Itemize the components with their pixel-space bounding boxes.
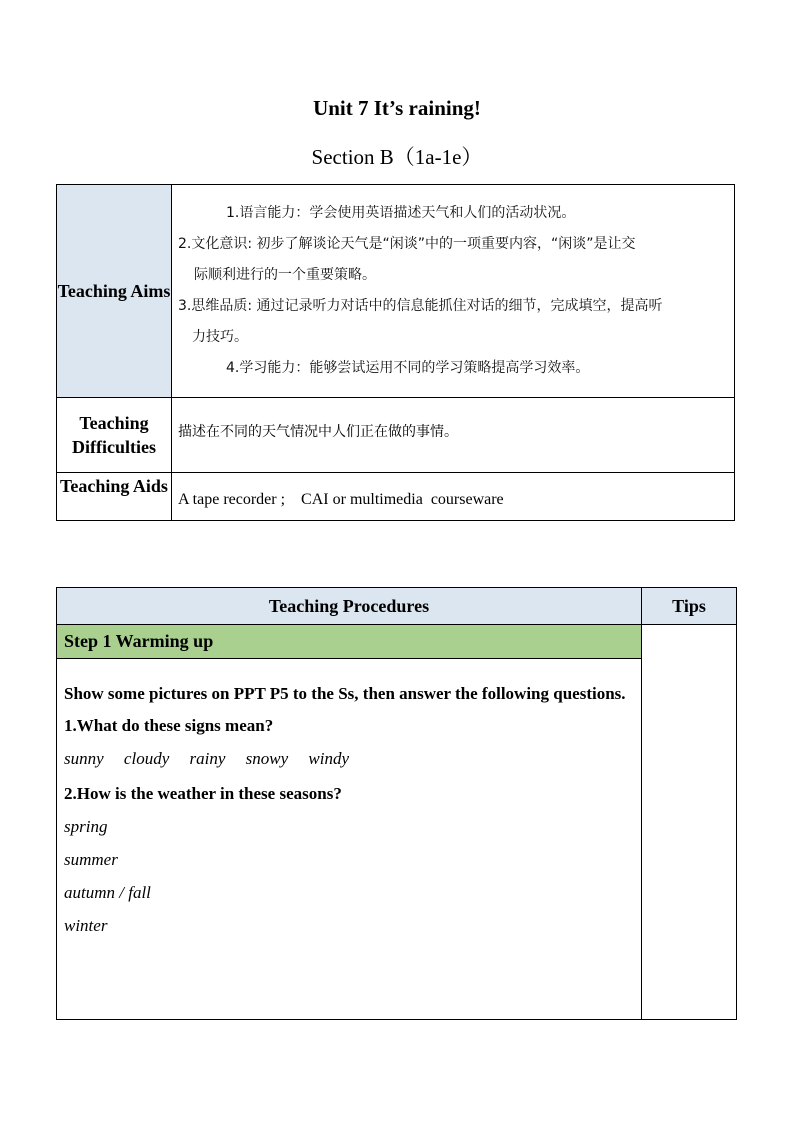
aim-line: 力技巧。: [192, 329, 248, 345]
weather-word: windy: [308, 749, 349, 768]
teaching-aids-label: Teaching Aids: [57, 473, 172, 521]
season-item: summer: [64, 850, 118, 869]
teaching-aims-label: Teaching Aims: [57, 185, 172, 398]
document-subtitle: Section B（1a-1e）: [311, 145, 483, 169]
procedures-header: Teaching Procedures: [57, 588, 642, 625]
aims-row: [57, 185, 735, 398]
teaching-aids-content: [172, 473, 735, 521]
document-title: Unit 7 It’s raining!: [313, 96, 481, 120]
aim-line: 际顺利进行的一个重要策略。: [194, 267, 376, 283]
weather-word: cloudy: [123, 749, 170, 768]
season-item: winter: [64, 916, 108, 935]
aids-text: A tape recorder ; CAI or multimedia courseware: [178, 491, 504, 508]
procedures-header-row: [57, 588, 737, 625]
question-2: 2.How is the weather in these seasons?: [64, 784, 342, 803]
difficulties-row: [57, 398, 735, 473]
teaching-aims-content: [172, 185, 735, 398]
teaching-aims-table: [56, 184, 735, 521]
aim-line: 2.文化意识: 初步了解谈论天气是“闲谈”中的一项重要内容，“闲谈”是让交: [178, 236, 636, 252]
aids-row: [57, 473, 735, 521]
tips-cell: [642, 625, 737, 1020]
teaching-procedures-table: [56, 587, 737, 1020]
aim-line: 4.学习能力：能够尝试运用不同的学习策略提高学习效率。: [226, 360, 590, 376]
aim-line: 1.语言能力：学会使用英语描述天气和人们的活动状况。: [226, 205, 576, 221]
question-1: 1.What do these signs mean?: [64, 716, 274, 735]
step-body-row: [57, 659, 737, 1020]
season-item: autumn / fall: [64, 883, 151, 902]
weather-words: [64, 742, 636, 775]
aim-line: 3.思维品质: 通过记录听力对话中的信息能抓住对话的细节，完成填空，提高听: [178, 298, 663, 314]
step-intro: Show some pictures on PPT P5 to the Ss, then answer the following questions.: [64, 684, 626, 703]
teaching-difficulties-label: Teaching Difficulties: [57, 398, 172, 473]
step-1-title: Step 1 Warming up: [57, 625, 642, 659]
step-1-content: [57, 659, 642, 1020]
season-item: spring: [64, 817, 108, 836]
weather-word: rainy: [189, 749, 226, 768]
tips-header: Tips: [642, 588, 737, 625]
weather-word: sunny: [64, 749, 104, 768]
step-title-row: [57, 625, 737, 659]
teaching-difficulties-content: [172, 398, 735, 473]
weather-word: snowy: [245, 749, 289, 768]
difficulties-text: 描述在不同的天气情况中人们正在做的事情。: [178, 424, 458, 440]
